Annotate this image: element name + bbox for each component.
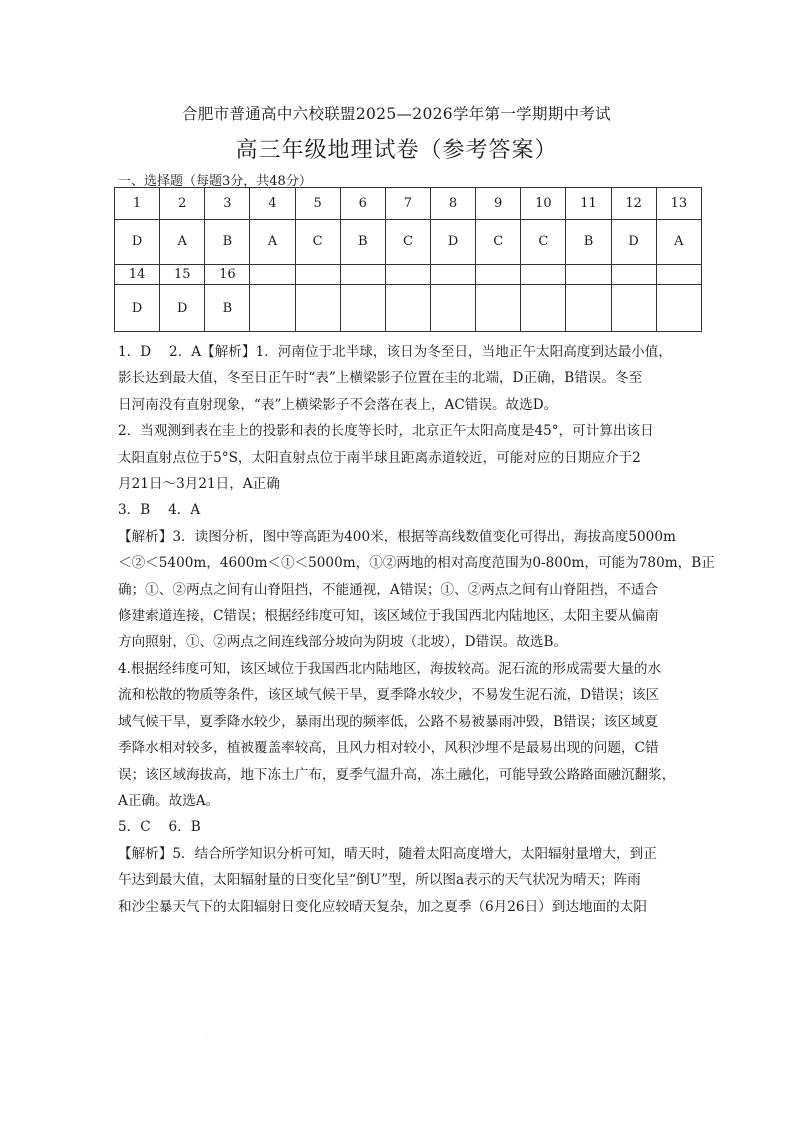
answer-cell: A [250,220,295,265]
answer-table-row [115,285,702,332]
question-number-cell [566,264,611,285]
question-number-cell: 4 [250,188,295,220]
question-number-cell [476,264,521,285]
explanation-line: 流和松散的物质等条件，该区域气候干旱，夏季降水较少，不易发生泥石流，D错误；该区 [118,687,660,704]
question-number-cell [521,264,566,285]
answer-cell [250,285,295,332]
explanation-line: 修建索道连接，C错误；根据经纬度可知，该区域位于我国西北内陆地区，太阳主要从偏南 [118,608,659,625]
question-number-cell: 14 [115,264,160,285]
answer-cell [521,285,566,332]
exam-title-line2: 高三年级地理试卷（参考答案） [235,138,558,163]
answer-cell [340,285,385,332]
explanation-line: 季降水相对较多，植被覆盖率较高，且风力相对较小，风积沙埋不是最易出现的问题，C错 [118,740,659,757]
question-number-cell [340,264,385,285]
explanation-line: 误；该区域海拔高，地下冻土广布，夏季气温升高，冻土融化，可能导致公路路面融沉翻浆， [118,766,676,783]
question-number-cell: 16 [205,264,250,285]
question-number-cell [385,264,430,285]
question-number-cell: 10 [521,188,566,220]
answer-cell: D [430,220,475,265]
footer-mark: · [204,1032,207,1041]
question-number-cell: 3 [205,188,250,220]
explanation-line: 【解析】3．读图分析，图中等高距为400米，根据等高线数值变化可得出，海拔高度5000m [118,528,676,545]
answer-table-row [115,264,702,285]
explanations [118,339,715,920]
answer-cell: A [656,220,701,265]
answer-cell: B [205,285,250,332]
answer-cell: B [340,220,385,265]
answer-cell [476,285,521,332]
exam-title-line1: 合肥市普通高中六校联盟2025—2026学年第一学期期中考试 [182,105,611,123]
answer-cell: D [115,220,160,265]
explanation-line: 域气候干旱，夏季降水较少，暴雨出现的频率低，公路不易被暴雨冲毁，B错误；该区域夏 [118,713,659,730]
explanation-line: 和沙尘暴天气下的太阳辐射日变化应较晴天复杂，加之夏季（6月26日）到达地面的太阳 [118,898,647,915]
answer-cell: B [566,220,611,265]
answer-cell: C [295,220,340,265]
answer-cell: D [160,285,205,332]
section-heading-choice: 一、选择题（每题3分，共48分） [118,174,312,189]
question-number-cell: 12 [611,188,656,220]
explanation-line: 4.根据经纬度可知，该区域位于我国西北内陆地区，海拔较高。泥石流的形成需要大量的水 [118,660,662,677]
answer-cell: A [160,220,205,265]
answer-cell [385,285,430,332]
explanation-line: 1．D 2．A【解析】1．河南位于北半球，该日为冬至日，当地正午太阳高度到达最小值， [118,344,672,360]
explanation-line: 2．当观测到表在圭上的投影和表的长度等长时，北京正午太阳高度是45°，可计算出该日 [118,423,654,440]
question-number-cell: 7 [385,188,430,220]
answer-cell [656,285,701,332]
answer-cell: D [611,220,656,265]
question-number-cell: 11 [566,188,611,220]
question-number-cell [295,264,340,285]
answer-cell: C [521,220,566,265]
answer-cell [566,285,611,332]
question-number-cell: 8 [430,188,475,220]
question-number-cell: 1 [115,188,160,220]
explanation-line: ＜②＜5400m，4600m＜①＜5000m，①②两地的相对高度范围为0-800m，可能为780m，B正 [118,555,715,572]
explanation-line: 3．B 4．A [118,502,201,519]
answer-cell: C [385,220,430,265]
explanation-line: 确；①、②两点之间有山脊阻挡，不能通视，A错误；①、②两点之间有山脊阻挡，不适合 [118,581,658,598]
question-number-cell [656,264,701,285]
question-number-cell: 2 [160,188,205,220]
answer-table-row [115,188,702,220]
answer-cell [611,285,656,332]
answer-cell: C [476,220,521,265]
answer-cell [295,285,340,332]
explanation-line: 方向照射，①、②两点之间连线部分坡向为阴坡（北坡），D错误。故选B。 [118,634,568,651]
explanation-line: 太阳直射点位于5°S，太阳直射点位于南半球且距离赤道较近，可能对应的日期应介于2 [118,449,641,466]
explanation-line: 【解析】5．结合所学知识分析可知，晴天时，随着太阳高度增大，太阳辐射量增大，到正 [118,845,657,862]
explanation-line: A正确。故选A。 [118,792,220,809]
explanation-line: 5．C 6．B [118,819,201,836]
answer-table-row [115,220,702,265]
answer-cell [430,285,475,332]
question-number-cell [430,264,475,285]
question-number-cell [611,264,656,285]
explanation-line: 影长达到最大值，冬至日正午时“表”上横梁影子位置在圭的北端，D正确，B错误。冬至 [118,370,643,387]
question-number-cell: 6 [340,188,385,220]
answer-cell: B [205,220,250,265]
question-number-cell: 9 [476,188,521,220]
question-number-cell: 15 [160,264,205,285]
question-number-cell [250,264,295,285]
explanation-line: 月21日～3月21日，A正确 [118,476,280,493]
question-number-cell: 13 [656,188,701,220]
explanation-line: 日河南没有直射现象，“表”上横梁影子不会落在表上，AC错误。故选D。 [118,396,558,413]
explanation-line: 午达到最大值，太阳辐射量的日变化呈“倒U”型，所以图a表示的天气状况为晴天；阵雨 [118,872,641,889]
question-number-cell: 5 [295,188,340,220]
answer-cell: D [115,285,160,332]
answer-table [114,187,702,332]
